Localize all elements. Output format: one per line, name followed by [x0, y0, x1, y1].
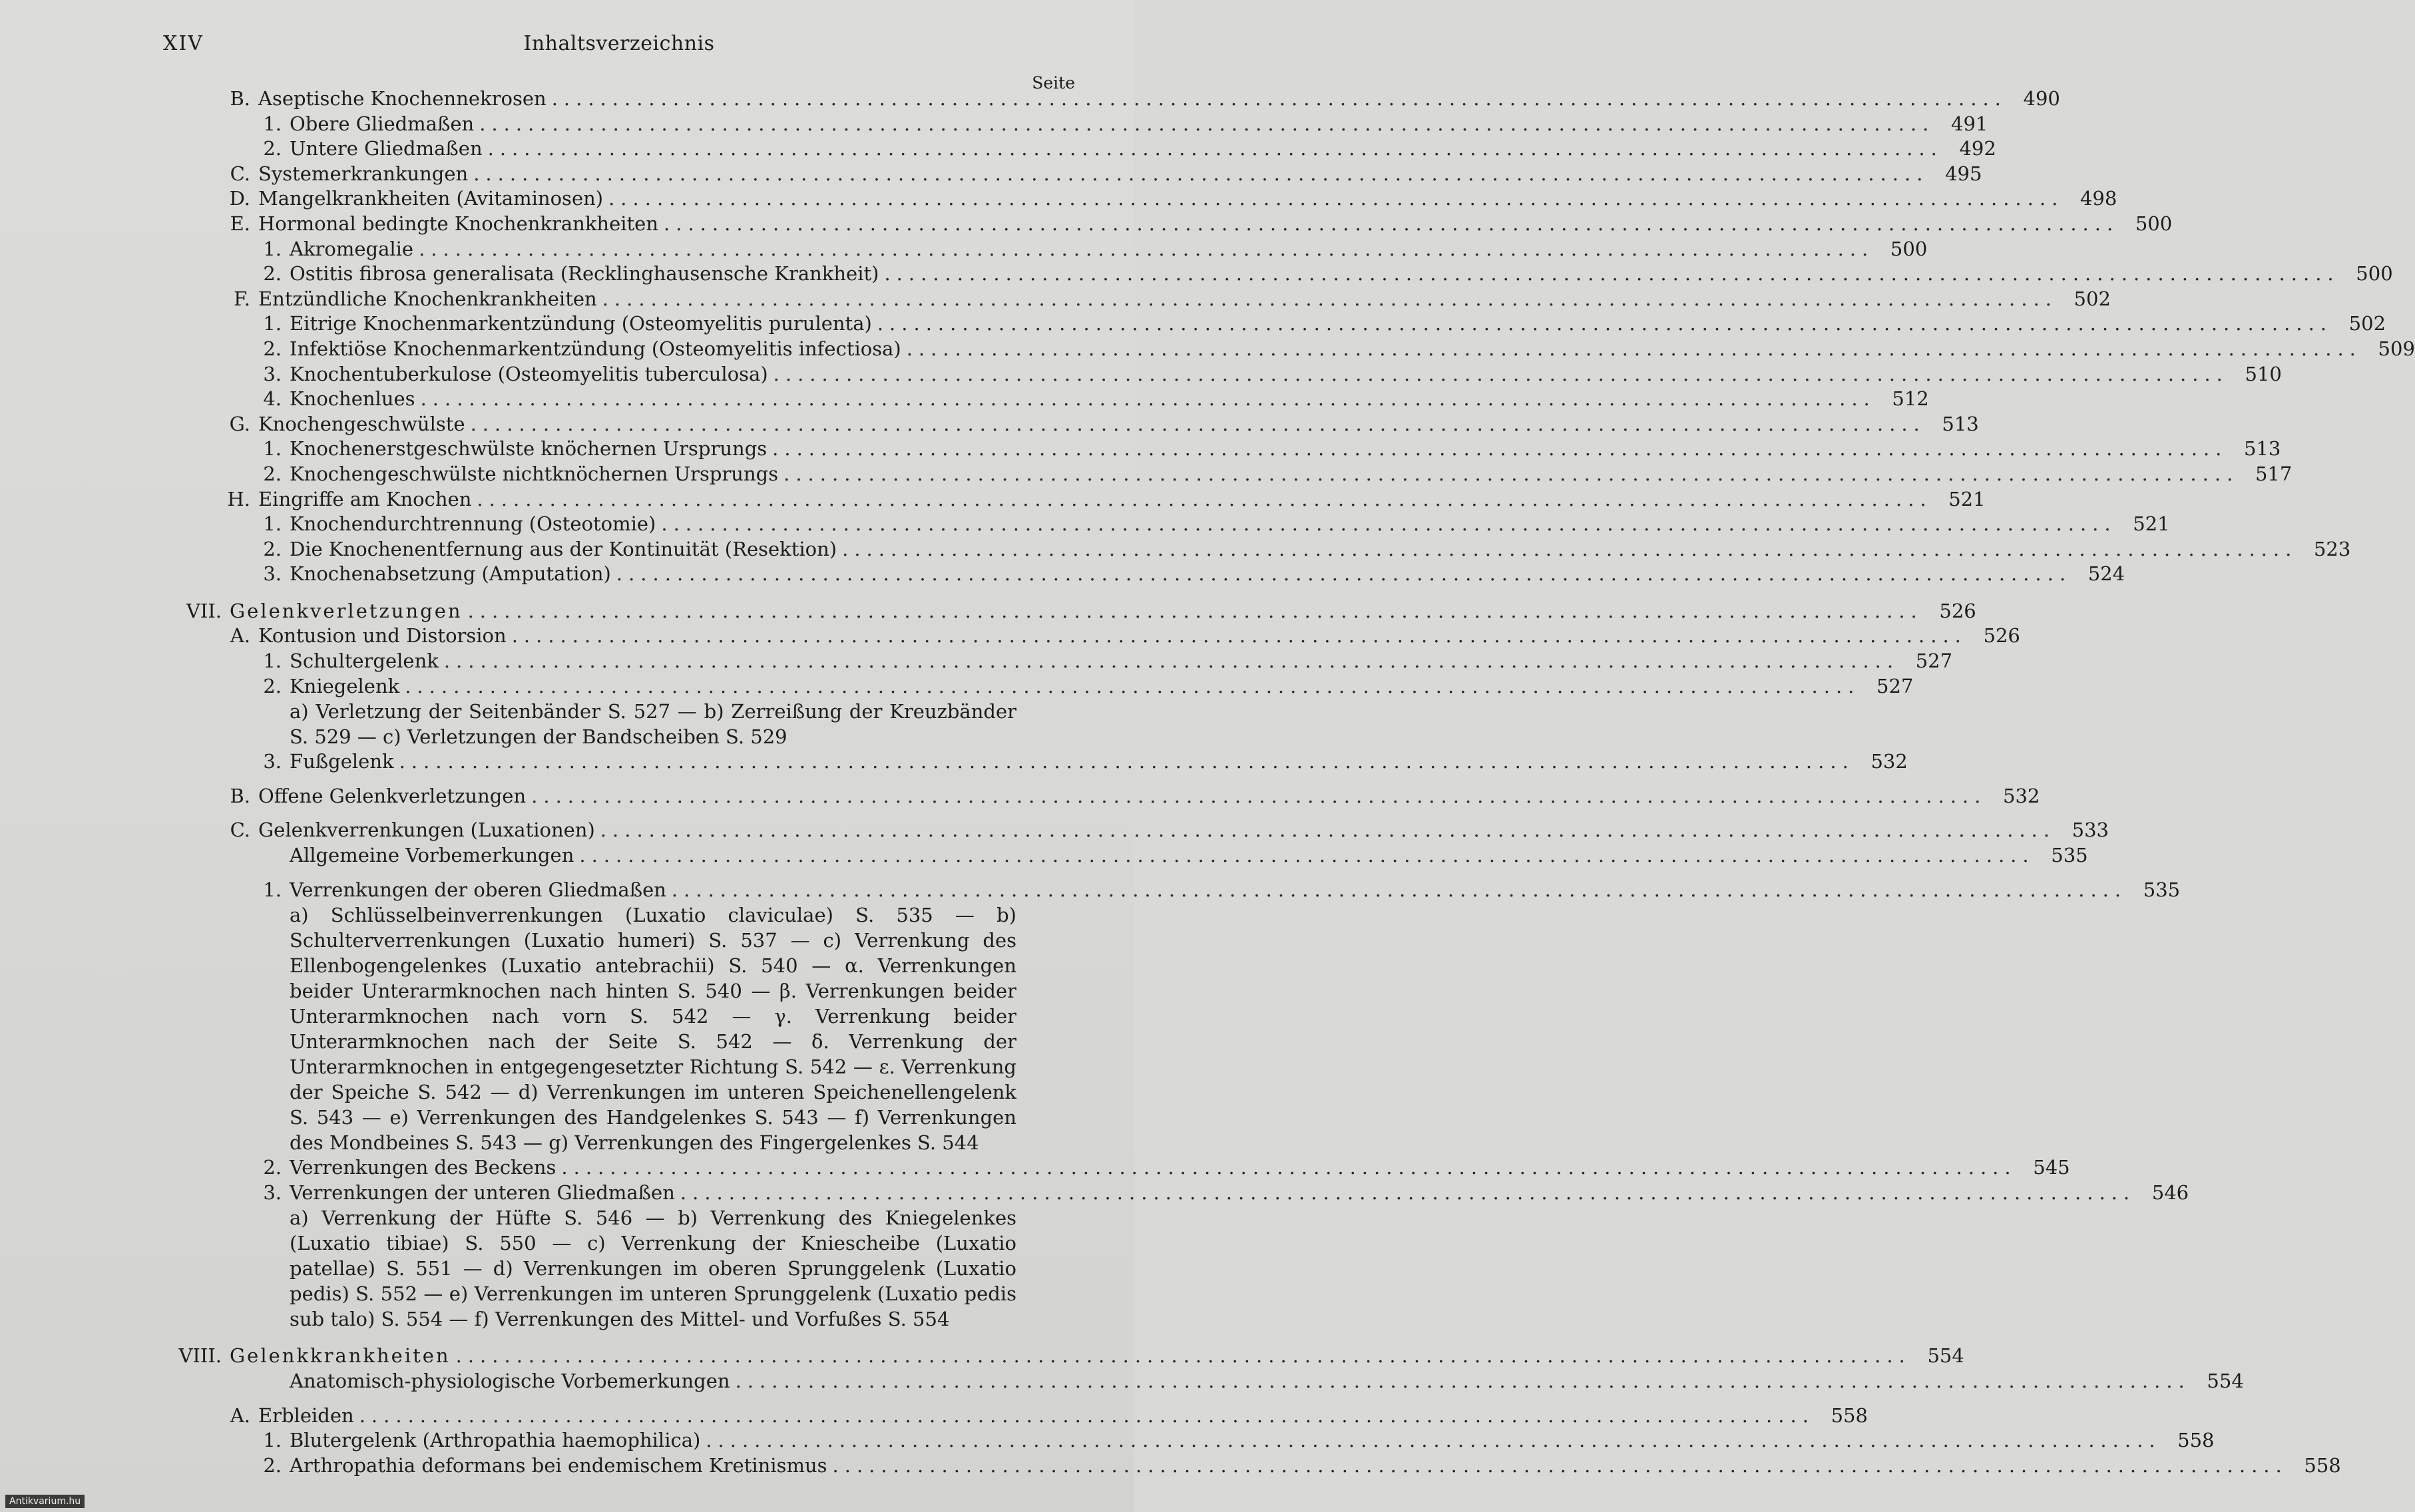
section-gap	[0, 587, 1134, 599]
leader-dots: ........................................................................................................................	[487, 137, 1943, 160]
toc-entry	[163, 599, 1976, 624]
toc-entry-page: 526	[1939, 599, 1976, 622]
toc-entry-title: Ostitis fibrosa generalisata (Recklinghausensche Krankheit)	[290, 262, 879, 285]
toc-entry-label: 1.	[263, 112, 282, 135]
toc-entry-page: 521	[1948, 487, 1986, 510]
toc-entry-page: 500	[1890, 237, 1928, 260]
leader-dots: ........................................................................................................................	[561, 1156, 2017, 1179]
leader-dots: ........................................................................................................................	[616, 562, 2072, 586]
page-number: XIV	[163, 32, 204, 55]
toc-entry	[163, 1181, 2189, 1206]
toc-entry-page: 535	[2051, 844, 2088, 867]
toc-entry-label: 2.	[263, 462, 282, 485]
toc-entry-title: Blutergelenk (Arthropathia haemophilica)	[290, 1429, 701, 1452]
running-head	[163, 32, 1075, 61]
toc-entry	[163, 749, 1908, 775]
toc-entry-page: 533	[2072, 819, 2109, 842]
leader-dots: ........................................................................................................................	[877, 312, 2333, 335]
toc-entry	[163, 487, 1986, 512]
toc-entry-title: Offene Gelenkverletzungen	[258, 784, 527, 807]
toc-entry-label: 1.	[263, 1429, 282, 1452]
toc-entry-page: 512	[1892, 387, 1929, 411]
toc-entry-label: 3.	[263, 750, 282, 773]
toc-entry-page: 513	[1942, 412, 1979, 435]
toc-entry-page: 527	[1915, 650, 1953, 673]
toc-entry-page: 554	[1927, 1344, 1964, 1368]
toc-entry-title: Allgemeine Vorbemerkungen	[290, 844, 574, 867]
leader-dots: ........................................................................................................................	[467, 599, 1923, 622]
toc-entry-title: Verrenkungen der unteren Gliedmaßen	[290, 1181, 675, 1204]
toc-entry-title: Mangelkrankheiten (Avitaminosen)	[258, 187, 604, 210]
leader-dots: ........................................................................................................................	[579, 844, 2035, 867]
toc-entry-page: 492	[1959, 137, 1996, 160]
toc-entry	[163, 1453, 2341, 1479]
leader-dots: ........................................................................................................................	[531, 784, 1987, 807]
toc-entry-page: 502	[2348, 312, 2386, 335]
toc-entry-title: Arthropathia deformans bei endemischem Kretinismus	[290, 1453, 827, 1477]
leader-dots: ........................................................................................................................	[419, 237, 1874, 260]
toc-entry-label: 1.	[263, 878, 282, 901]
leader-dots: ........................................................................................................................	[479, 112, 1935, 135]
toc-entry	[163, 337, 2415, 362]
leader-dots: ........................................................................................................................	[772, 437, 2228, 461]
section-gap	[0, 1332, 1134, 1344]
toc-entry	[163, 362, 2282, 387]
toc-entry-title: Knochengeschwülste	[258, 412, 465, 435]
leader-dots: ........................................................................................................................	[680, 1181, 2136, 1204]
leader-dots: ........................................................................................................................	[706, 1429, 2161, 1452]
watermark: Antikvarium.hu	[5, 1495, 85, 1508]
toc-entry	[163, 537, 2351, 562]
toc-entry-title: Schultergelenk	[290, 650, 439, 673]
toc-entry-label: VII.	[186, 599, 222, 622]
leader-dots: ........................................................................................................................	[884, 262, 2340, 285]
toc-entry-label: 2.	[263, 337, 282, 360]
toc-entry-label: D.	[229, 187, 250, 210]
toc-entry-page: 523	[2313, 537, 2351, 560]
leader-dots: ........................................................................................................................	[405, 674, 1861, 697]
toc-entry-page: 558	[2304, 1453, 2341, 1477]
toc-entry-page: 502	[2074, 287, 2111, 310]
toc-entry	[163, 1344, 1964, 1369]
toc-entry-page: 527	[1876, 674, 1914, 697]
toc-entry-title: Systemerkrankungen	[258, 162, 469, 185]
toc-entry	[163, 512, 2170, 537]
leader-dots: ........................................................................................................................	[477, 487, 1932, 510]
toc-entry	[163, 1428, 2215, 1453]
toc-entry	[163, 311, 2386, 337]
leader-dots: ........................................................................................................................	[551, 87, 2007, 110]
subentry-paragraph: a) Verrenkung der Hüfte S. 546 — b) Verrenkung des Kniegelenkes (Luxatio tibiae) S. 550 — c) Verrenkung der Kniescheibe (Luxatio patellae) S. 551 — d) Verrenkungen im oberen Sprunggelenk (Luxatio pedis) S. 552 — e) Verrenkungen im unteren Sprunggelenk (Luxatio pedis sub talo) S. 554 — f) Verrenkungen des Mittel- und Vorfußes S. 554	[290, 1207, 1016, 1331]
leader-dots: ........................................................................................................................	[906, 337, 2362, 360]
toc-entry-title: Infektiöse Knochenmarkentzündung (Osteomyelitis infectiosa)	[290, 337, 901, 360]
toc-entry	[163, 878, 2181, 903]
toc-entry-title: Verrenkungen der oberen Gliedmaßen	[290, 878, 666, 901]
toc-entry-label: H.	[227, 487, 250, 510]
toc-entry-label: A.	[230, 624, 250, 648]
toc-entry-label: 2.	[263, 537, 282, 560]
toc-entry-title: Hormonal bedingte Knochenkrankheiten	[258, 212, 659, 235]
toc-entry-page: 526	[1983, 624, 2020, 648]
toc-entry-page: 558	[1831, 1404, 1868, 1427]
toc-entry-title: Obere Gliedmaßen	[290, 112, 475, 135]
page-column-label: Seite	[1032, 73, 1075, 93]
leader-dots: ........................................................................................................................	[420, 387, 1876, 411]
toc-entry	[163, 237, 1928, 262]
leader-dots: ........................................................................................................................	[842, 537, 2298, 560]
toc-entry-title: Knochenerstgeschwülste knöchernen Ursprungs	[290, 437, 768, 461]
toc-entry-page: 535	[2143, 878, 2181, 901]
toc-entry	[163, 287, 2111, 312]
toc-entry-title: Fußgelenk	[290, 750, 394, 773]
toc-entry	[163, 112, 1988, 137]
leader-dots: ........................................................................................................................	[832, 1453, 2288, 1477]
toc-entry-title: Kniegelenk	[290, 674, 400, 697]
toc-entry-page: 500	[2135, 212, 2173, 235]
toc-entry	[163, 1404, 1868, 1429]
toc-entry-label: F.	[234, 287, 250, 310]
toc-entry-label: B.	[230, 87, 250, 110]
toc-entry-label: VIII.	[178, 1344, 222, 1368]
toc-entry-title: Knochenlues	[290, 387, 415, 411]
toc-entry	[163, 649, 1953, 674]
toc-entry-title: Eingriffe am Knochen	[258, 487, 472, 510]
table-of-contents	[0, 87, 2415, 1478]
toc-entry-title: Entzündliche Knochenkrankheiten	[258, 287, 597, 310]
toc-entry-page: 500	[2356, 262, 2393, 285]
leader-dots: ........................................................................................................................	[399, 750, 1855, 773]
toc-entry-page: 558	[2177, 1429, 2215, 1452]
toc-entry	[163, 818, 2109, 843]
toc-entry-title: Gelenkverletzungen	[230, 599, 463, 622]
subentry-paragraph: a) Verletzung der Seitenbänder S. 527 — b) Zerreißung der Kreuzbänder S. 529 — c) Verletzungen der Bandscheiben S. 529	[290, 700, 1016, 749]
toc-entry-page: 545	[2033, 1156, 2070, 1179]
toc-entry-label: 4.	[263, 387, 282, 411]
toc-entry-label: C.	[230, 819, 250, 842]
toc-entry	[163, 462, 2293, 487]
toc-entry-label: G.	[229, 412, 250, 435]
leader-dots: ........................................................................................................................	[473, 162, 1929, 185]
leader-dots: ........................................................................................................................	[455, 1344, 1911, 1368]
toc-entry-page: 524	[2087, 562, 2125, 586]
toc-entry-label: 1.	[263, 512, 282, 536]
toc-entry	[163, 624, 2020, 649]
toc-entry	[163, 784, 2040, 809]
toc-entry-title: Knochendurchtrennung (Osteotomie)	[290, 512, 656, 536]
page-title: Inhaltsverzeichnis	[523, 32, 715, 55]
leader-dots: ........................................................................................................................	[470, 412, 1926, 435]
toc-entry	[163, 412, 1979, 437]
toc-entry	[163, 262, 2393, 287]
toc-entry	[163, 136, 1996, 162]
leader-dots: ........................................................................................................................	[608, 187, 2064, 210]
leader-dots: ........................................................................................................................	[661, 512, 2117, 536]
toc-entry-label: 2.	[263, 137, 282, 160]
toc-entry-page: 554	[2207, 1370, 2244, 1392]
leader-dots: ........................................................................................................................	[783, 462, 2239, 485]
toc-entry-label: 3.	[263, 1181, 282, 1204]
toc-entry-page: 510	[2245, 362, 2282, 385]
toc-entry-label: A.	[230, 1404, 250, 1427]
toc-entry-title: Knochengeschwülste nichtknöchernen Ursprungs	[290, 462, 779, 485]
leader-dots: ........................................................................................................................	[602, 287, 2058, 310]
toc-entry	[163, 212, 2173, 237]
toc-entry	[163, 186, 2117, 212]
section-gap	[0, 1394, 1134, 1404]
section-gap	[0, 809, 1134, 818]
toc-entry-page: 521	[2133, 512, 2170, 536]
toc-entry-page: 509	[2378, 337, 2415, 360]
toc-entry-page: 498	[2080, 187, 2117, 210]
toc-entry-title: Gelenkkrankheiten	[230, 1344, 451, 1368]
toc-entry-title: Verrenkungen des Beckens	[290, 1156, 556, 1179]
leader-dots: ........................................................................................................................	[671, 878, 2127, 901]
toc-entry-page: 517	[2255, 462, 2293, 485]
toc-entry-label: 2.	[263, 1156, 282, 1179]
toc-entry	[163, 87, 2060, 112]
subentry-paragraph: a) Schlüsselbeinverrenkungen (Luxatio claviculae) S. 535 — b) Schulterverrenkungen (Luxatio humeri) S. 537 — c) Verrenkung des Ellenbogengelenkes (Luxatio antebrachii) S. 540 — α. Verrenkungen beider Unterarmknochen nach hinten S. 540 — β. Verrenkungen beider Unterarmknochen nach vorn S. 542 — γ. Verrenkung beider Unterarmknochen nach der Seite S. 542 — δ. Verrenkung der Unterarmknochen in entgegengesetzter Richtung S. 542 — ε. Verrenkung der Speiche S. 542 — d) Verrenkungen im unteren Speichenellengelenk S. 543 — e) Verrenkungen des Handgelenkes S. 543 — f) Verrenkungen des Mondbeines S. 543 — g) Verrenkungen des Fingergelenkes S. 544	[290, 904, 1016, 1155]
toc-entry-label: 2.	[263, 1453, 282, 1477]
leader-dots: ........................................................................................................................	[773, 362, 2229, 385]
toc-entry-label: 2.	[263, 262, 282, 285]
toc-entry	[163, 387, 1929, 412]
toc-entry	[163, 437, 2281, 462]
toc-entry-label: 1.	[263, 312, 282, 335]
toc-entry	[163, 1369, 2244, 1394]
toc-entry	[163, 562, 2125, 587]
toc-entry-title: Untere Gliedmaßen	[290, 137, 483, 160]
toc-entry-page: 490	[2023, 87, 2060, 110]
toc-entry	[163, 162, 1982, 187]
toc-entry-page: 491	[1951, 112, 1988, 135]
toc-entry-title: Knochentuberkulose (Osteomyelitis tuberculosa)	[290, 362, 768, 385]
toc-entry	[163, 1155, 2070, 1181]
toc-entry-title: Gelenkverrenkungen (Luxationen)	[258, 819, 595, 842]
leader-dots: ........................................................................................................................	[735, 1370, 2191, 1392]
leader-dots: ........................................................................................................................	[664, 212, 2119, 235]
toc-entry-label: C.	[230, 162, 250, 185]
toc-entry-title: Erbleiden	[258, 1404, 354, 1427]
toc-entry-title: Akromegalie	[290, 237, 414, 260]
toc-entry-label: 2.	[263, 674, 282, 697]
toc-entry-label: E.	[230, 212, 250, 235]
leader-dots: ........................................................................................................................	[511, 624, 1967, 648]
toc-entry-page: 532	[1870, 750, 1908, 773]
toc-entry-title: Aseptische Knochennekrosen	[258, 87, 547, 110]
toc-entry	[163, 843, 2088, 868]
toc-entry-page: 532	[2003, 784, 2040, 807]
toc-entry-label: B.	[230, 784, 250, 807]
leader-dots: ........................................................................................................................	[443, 650, 1900, 673]
toc-entry-title: Knochenabsetzung (Amputation)	[290, 562, 611, 586]
toc-entry-title: Kontusion und Distorsion	[258, 624, 507, 648]
section-gap	[0, 775, 1134, 784]
toc-entry-label: 3.	[263, 362, 282, 385]
toc-entry-title: Anatomisch-physiologische Vorbemerkungen	[290, 1370, 730, 1392]
leader-dots: ........................................................................................................................	[600, 819, 2056, 842]
toc-entry	[163, 674, 1914, 699]
leader-dots: ........................................................................................................................	[359, 1404, 1815, 1427]
toc-entry-label: 1.	[263, 650, 282, 673]
toc-entry-page: 546	[2151, 1181, 2189, 1204]
section-gap	[0, 868, 1134, 878]
toc-entry-page: 495	[1945, 162, 1982, 185]
toc-entry-label: 3.	[263, 562, 282, 586]
toc-entry-title: Eitrige Knochenmarkentzündung (Osteomyelitis purulenta)	[290, 312, 872, 335]
toc-entry-label: 1.	[263, 237, 282, 260]
toc-entry-page: 513	[2244, 437, 2281, 461]
toc-entry-title: Die Knochenentfernung aus der Kontinuität (Resektion)	[290, 537, 837, 560]
toc-entry-label: 1.	[263, 437, 282, 461]
